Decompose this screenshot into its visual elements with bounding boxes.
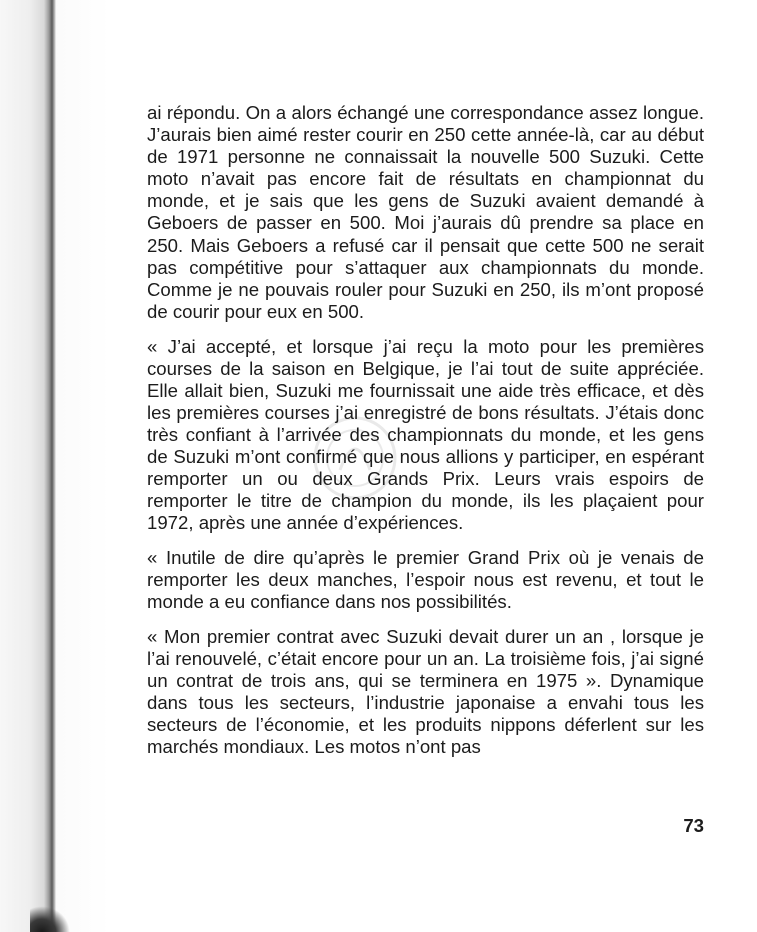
body-text bbox=[147, 102, 704, 771]
book-binding-corner bbox=[30, 906, 70, 932]
paragraph: « Mon premier contrat avec Suzuki devait durer un an , lorsque je l’ai renouvelé, c’était encore pour un an. La troisième fois, j’ai signé un contrat de trois ans, qui se terminera en 1975 ». Dynamique dans tous les secteurs, l’industrie japonaise a envahi tous les secteurs de l’économie, et les produits nippons déferlent sur les marchés mondiaux. Les motos n’ont pas bbox=[147, 625, 704, 758]
paragraph: « J’ai accepté, et lorsque j’ai reçu la moto pour les premières courses de la saison en Belgique, je l’ai tout de suite appréciée. Elle allait bien, Suzuki me fournissait une aide très efficace, et dès les premières courses j’ai enregistré de bons résultats. J’étais donc très confiant à l’arrivée des championnats du monde, et les gens de Suzuki m’ont confirmé que nous allions y participer, en espérant remporter un ou deux Grands Prix. Leurs vrais espoirs de remporter le titre de champion du monde, ils les plaçaient pour 1972, après une année d’expériences. bbox=[147, 335, 704, 534]
paragraph: ai répondu. On a alors échangé une correspondance assez longue. J’aurais bien aimé rester courir en 250 cette année-là, car au début de 1971 personne ne connaissait la nouvelle 500 Suzuki. Cette moto n’avait pas encore fait de résultats en championnat du monde, et je sais que les gens de Suzuki avaient demandé à Geboers de passer en 500. Moi j’aurais dû prendre sa place en 250. Mais Geboers a refusé car il pensait que cette 500 ne serait pas compétitive pour s’attaquer aux championnats du monde. Comme je ne pouvais rouler pour Suzuki en 250, ils m’ont proposé de courir pour eux en 500. bbox=[147, 102, 704, 322]
page-number: 73 bbox=[683, 815, 704, 836]
paragraph: « Inutile de dire qu’après le premier Grand Prix où je venais de remporter les deux manches, l’espoir nous est revenu, et tout le monde a eu confiance dans nos possibilités. bbox=[147, 546, 704, 613]
book-gutter-shadow bbox=[0, 0, 56, 932]
